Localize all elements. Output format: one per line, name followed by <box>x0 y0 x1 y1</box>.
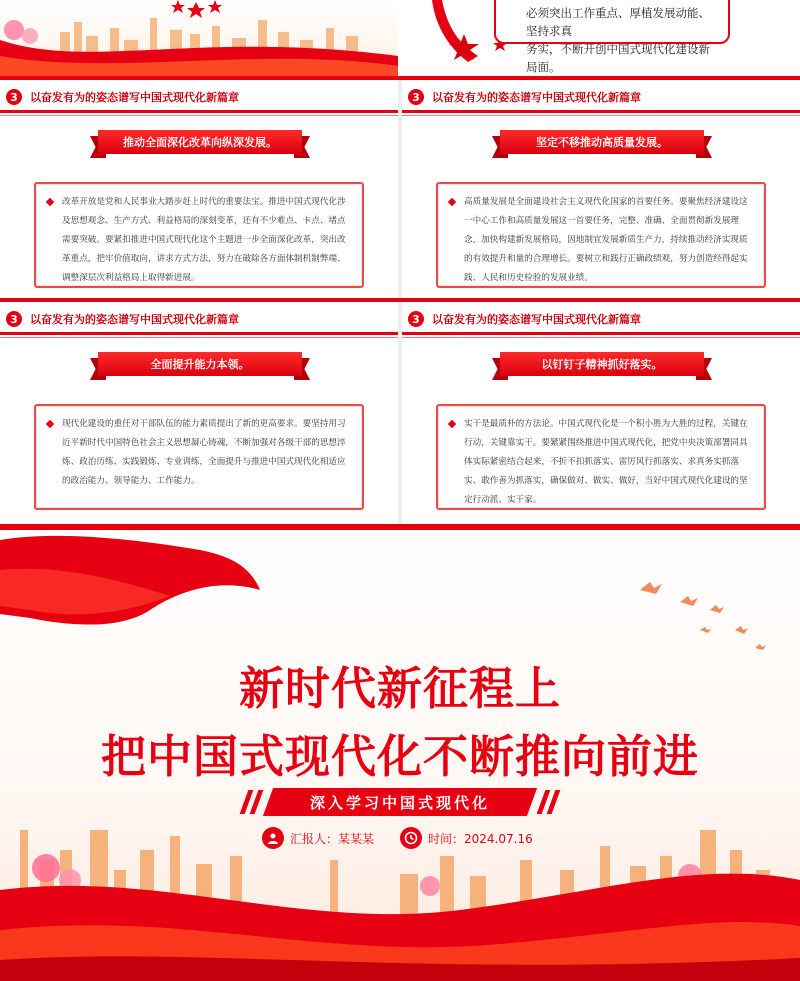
body-text: 现代化建设的重任对干部队伍的能力素质提出了新的更高要求。要坚持用习近平新时代中国特色社会主义思想凝心铸魂，不断加强对各级干部的思想淬炼、政治历练、实践锻炼、专业训练，全面提升与推进中国式现代化相适应的政治能力、领导能力、工作能力。 <box>62 419 346 486</box>
ribbon-heading: 以钉钉子精神抓好落实。 <box>500 352 704 376</box>
section-header <box>402 88 641 106</box>
star-icon <box>208 0 222 13</box>
top-right-callout-panel <box>402 0 800 76</box>
body-text-box <box>436 182 766 288</box>
section-card-implementation <box>402 302 800 520</box>
clock-icon <box>400 827 422 849</box>
callout-box <box>494 0 730 74</box>
star-icon <box>187 2 205 18</box>
section-title: 以奋发有为的姿态谱写中国式现代化新篇章 <box>432 91 641 104</box>
ribbon-banner <box>90 352 310 382</box>
section-rule-thin <box>0 337 398 338</box>
section-card-ability <box>0 302 398 520</box>
body-text-box <box>34 404 364 510</box>
section-card-reform <box>0 80 398 298</box>
reporter-info <box>262 826 374 850</box>
date-info <box>400 826 533 850</box>
diamond-bullet-icon <box>46 198 54 206</box>
callout-text: 必须突出工作重点、厚植发展动能、坚持求真 务实，不断开创中国式现代化建设新局面。 <box>526 6 710 74</box>
cover-title-line-1: 新时代新征程上 <box>238 662 561 715</box>
body-text: 实干是最质朴的方法论。中国式现代化是一个积小胜为大胜的过程，关键在行动，关键靠实干。要紧紧围绕推进中国式现代化，把党中央决策部署同具体实际紧密结合起来，不折不扣抓落实、雷厉风行抓落实、求真务实抓落实、敢作善为抓落实，确保做对、做实、做好，当好中国式现代化建设的坚定行动派、实干家。 <box>464 419 748 505</box>
reporter-label: 汇报人：某某某 <box>290 831 375 846</box>
body-text: 改革开放是党和人民事业大踏步赶上时代的重要法宝。推进中国式现代化涉及思想观念、生产方式、利益格局的深刻变革，还有不少难点、卡点、堵点需要突破。要紧扣推进中国式现代化这个主题进一步全面深化改革，突出改革重点，把牢价值取向，讲求方式方法，努力在破除各方面体制机制弊端、调整深层次利益格局上取得新进展。 <box>62 197 346 283</box>
section-header <box>0 88 239 106</box>
ribbon-banner <box>90 130 310 160</box>
cover-subtitle: 深入学习中国式现代化 <box>309 793 490 812</box>
section-number-badge: 3 <box>408 311 424 327</box>
cover-title-line-2: 把中国式现代化不断推向前进 <box>100 730 699 783</box>
section-rule <box>0 332 398 335</box>
ribbon-banner <box>492 352 712 382</box>
body-text-box <box>34 182 364 288</box>
section-rule <box>0 110 398 113</box>
diamond-bullet-icon <box>448 420 456 428</box>
cover-slide <box>0 530 800 981</box>
top-strip <box>0 0 800 76</box>
diamond-bullet-icon <box>46 420 54 428</box>
section-number-badge: 3 <box>6 89 22 105</box>
star-icon <box>171 0 185 13</box>
section-number-badge: 3 <box>408 89 424 105</box>
ribbon-heading: 推动全面深化改革向纵深发展。 <box>98 130 302 154</box>
section-title: 以奋发有为的姿态谱写中国式现代化新篇章 <box>30 91 239 104</box>
diamond-bullet-icon <box>448 198 456 206</box>
section-rule <box>402 332 800 335</box>
section-title: 以奋发有为的姿态谱写中国式现代化新篇章 <box>432 313 641 326</box>
ribbon-heading: 全面提升能力本领。 <box>98 352 302 376</box>
subtitle-banner <box>258 788 542 816</box>
ribbon-banner <box>492 130 712 160</box>
section-rule-thin <box>402 337 800 338</box>
section-rule <box>402 110 800 113</box>
top-left-banner <box>0 0 398 76</box>
flying-birds-icon <box>640 582 766 650</box>
date-label: 时间：2024.07.16 <box>428 831 533 846</box>
section-rule-thin <box>0 115 398 116</box>
person-icon <box>262 827 284 849</box>
section-rule-thin <box>402 115 800 116</box>
ribbon-heading: 坚定不移推动高质量发展。 <box>500 130 704 154</box>
section-header <box>0 310 239 328</box>
body-text: 高质量发展是全面建设社会主义现代化国家的首要任务。要聚焦经济建设这一中心工作和高质量发展这一首要任务，完整、准确、全面贯彻新发展理念，加快构建新发展格局，因地制宜发展新质生产力，持续推动经济实现质的有效提升和量的合理增长。要树立和践行正确政绩观，努力创造经得起实践、人民和历史检验的发展业绩。 <box>464 197 748 283</box>
section-card-high-quality <box>402 80 800 298</box>
city-skyline-graphic <box>0 0 398 76</box>
section-title: 以奋发有为的姿态谱写中国式现代化新篇章 <box>30 313 239 326</box>
section-number-badge: 3 <box>6 311 22 327</box>
section-header <box>402 310 641 328</box>
body-text-box <box>436 404 766 510</box>
